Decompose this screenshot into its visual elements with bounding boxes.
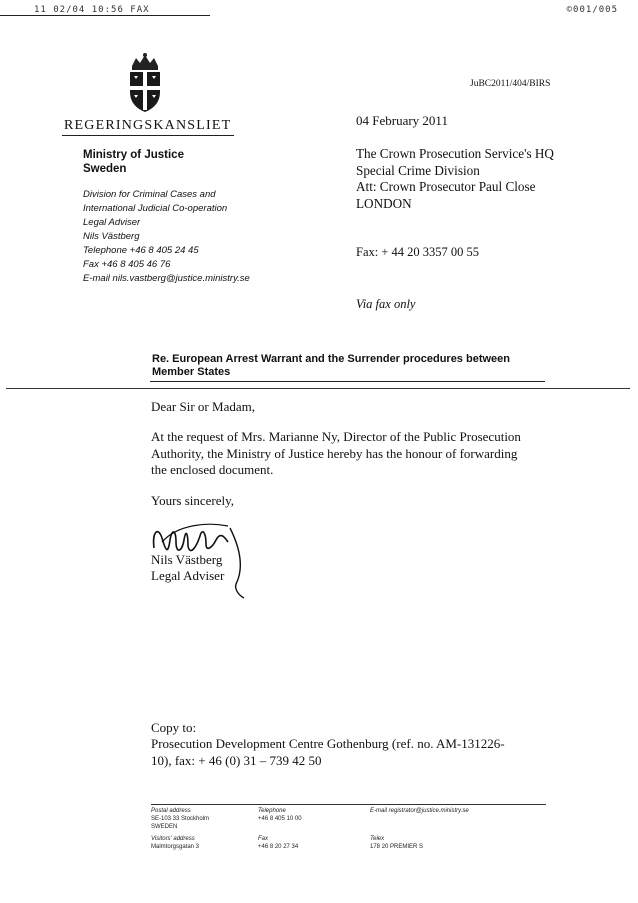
copy-line2: 10), fax: + 46 (0) 31 – 739 42 50: [151, 752, 322, 768]
subject-line: [152, 353, 522, 379]
footer-email-telex: [370, 807, 469, 851]
salutation: Dear Sir or Madam,: [151, 399, 255, 414]
subject-underline: [150, 381, 545, 382]
sender-fax: Fax +46 8 405 46 76: [83, 259, 171, 270]
recipient-block: [356, 146, 606, 212]
fax-header-timestamp: 11 02/04 10:56 FAX: [34, 5, 150, 15]
government-crest-icon: [122, 52, 168, 114]
letter-date: 04 February 2011: [356, 113, 448, 128]
sender-block: [83, 148, 303, 286]
body-line3: the enclosed document.: [151, 462, 274, 477]
body-line2: Authority, the Ministry of Justice hereby has the honour of forwarding: [151, 445, 518, 461]
subject-line2: Member States: [152, 366, 231, 378]
reference-number: JuBC2011/404/BIRS: [470, 79, 551, 89]
postal-address-label: Postal address: [151, 808, 191, 814]
body-line1: At the request of Mrs. Marianne Ny, Director of the Public Prosecution: [151, 429, 521, 444]
sender-country: Sweden: [83, 163, 127, 175]
organisation-underline: [62, 135, 234, 136]
sender-telephone: Telephone +46 8 405 24 45: [83, 245, 199, 256]
email-label: E-mail registrator@justice.ministry.se: [370, 808, 469, 814]
closing: Yours sincerely,: [151, 493, 235, 508]
footer-addresses: [151, 807, 209, 851]
signer-name: Nils Västberg: [151, 552, 223, 567]
page-divider: [6, 388, 630, 389]
postal-address-line1: SE-103 33 Stockholm: [151, 816, 210, 822]
delivery-method: Via fax only: [356, 297, 416, 311]
recipient-line4: LONDON: [356, 195, 412, 211]
organisation-name: REGERINGSKANSLIET: [64, 118, 232, 133]
telephone-label: Telephone: [258, 808, 286, 814]
fax-page-counter: ©001/005: [566, 5, 618, 15]
subject-line1: Re. European Arrest Warrant and the Surrender procedures between: [152, 353, 510, 365]
visitor-address-label: Visitors' address: [151, 836, 195, 842]
fax-value: +46 8 20 27 34: [258, 844, 299, 850]
sender-name: Nils Västberg: [83, 231, 140, 242]
sender-email: E-mail nils.vastberg@justice.ministry.se: [83, 273, 250, 284]
footer-phone-fax: [258, 807, 302, 851]
recipient-line1: The Crown Prosecution Service's HQ: [356, 146, 554, 161]
sender-ministry: Ministry of Justice: [83, 149, 184, 161]
sender-division-line1: Division for Criminal Cases and: [83, 189, 216, 200]
recipient-fax: Fax: + 44 20 3357 00 55: [356, 245, 480, 259]
copy-to-label: Copy to:: [151, 720, 197, 735]
visitor-address-line1: Malmtorgsgatan 3: [151, 844, 200, 850]
fax-header-rule: [0, 15, 210, 16]
recipient-line3: Att: Crown Prosecutor Paul Close: [356, 179, 536, 194]
sender-role: Legal Adviser: [83, 217, 141, 228]
recipient-line2: Special Crime Division: [356, 162, 480, 178]
postal-address-line2: SWEDEN: [151, 824, 178, 830]
copy-line1: Prosecution Development Centre Gothenburg (ref. no. AM-131226-: [151, 736, 505, 751]
telex-label: Telex: [370, 836, 385, 842]
telex-value: 178 20 PREMIER S: [370, 844, 424, 850]
telephone-value: +46 8 405 10 00: [258, 816, 302, 822]
copy-to-recipient: [151, 736, 551, 769]
fax-label: Fax: [258, 836, 269, 842]
letter-body: [151, 429, 556, 479]
footer-rule: [151, 804, 546, 805]
sender-division-line2: International Judicial Co-operation: [83, 203, 228, 214]
signer-title: Legal Adviser: [151, 568, 225, 583]
